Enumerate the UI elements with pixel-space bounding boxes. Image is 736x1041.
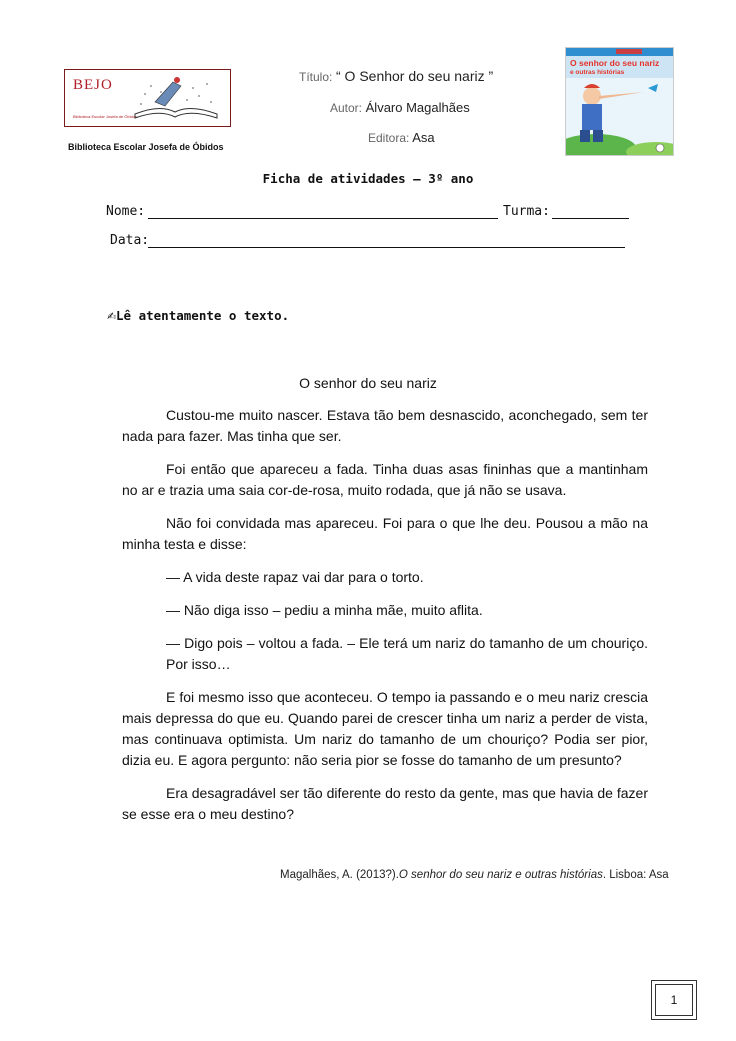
dialogue-2: — Não diga isso – pediu a minha mãe, muito aflita. bbox=[166, 602, 483, 618]
name-label: Nome: bbox=[106, 204, 146, 219]
class-field[interactable] bbox=[552, 218, 629, 219]
title-value: “ O Senhor do seu nariz ” bbox=[335, 68, 494, 84]
paragraph-1-text: Custou-me muito nascer. Estava tão bem desnascido, aconchegado, sem ter nada para fazer. Mas tinha que ser. bbox=[122, 407, 648, 444]
author-label: Autor: bbox=[330, 101, 363, 115]
page-number: 1 bbox=[670, 993, 678, 1007]
cover-title-line1: O senhor do seu nariz bbox=[570, 58, 660, 68]
logo-text: BEJO bbox=[73, 77, 113, 93]
book-illustration-icon bbox=[125, 74, 225, 124]
instruction bbox=[107, 306, 289, 324]
instruction-text: Lê atentamente o texto. bbox=[116, 308, 290, 323]
author-row bbox=[330, 100, 470, 115]
paragraph-3 bbox=[122, 513, 648, 555]
dialogue-1: — A vida deste rapaz vai dar para o torto. bbox=[166, 569, 424, 585]
library-logo bbox=[64, 69, 231, 127]
publisher-label: Editora: bbox=[368, 131, 410, 145]
paragraph-4-text: E foi mesmo isso que aconteceu. O tempo ia passando e o meu nariz crescia mais depressa do que eu. Quando parei de crescer tinha um nariz a perder de vista, mas continuava optimista. Um nariz do tamanho de um chouriço? Podia ser pior, dizia eu. E agora pergunto: não seria pior se fosse do tamanho de um presunto? bbox=[122, 689, 648, 768]
paragraph-5-text: Era desagradável ser tão diferente do resto da gente, mas que havia de fazer se esse era o meu destino? bbox=[122, 785, 648, 822]
worksheet-heading: Ficha de atividades – 3º ano bbox=[262, 171, 474, 186]
text-title: O senhor do seu nariz bbox=[299, 375, 437, 391]
paragraph-3-text: Não foi convidada mas apareceu. Foi para o que lhe deu. Pousou a mão na minha testa e disse: bbox=[122, 515, 648, 552]
dialogue-3: — Digo pois – voltou a fada. – Ele terá um nariz do tamanho de um chouriço. Por isso… bbox=[166, 635, 648, 672]
publisher-value: Asa bbox=[412, 130, 435, 145]
date-label: Data: bbox=[110, 233, 150, 248]
library-name: Biblioteca Escolar Josefa de Óbidos bbox=[68, 142, 224, 152]
citation-prefix: Magalhães, A. (2013?). bbox=[280, 869, 399, 881]
paragraph-2-text: Foi então que apareceu a fada. Tinha duas asas fininhas que a mantinham no ar e trazia uma saia cor-de-rosa, muito rodada, que já não se usava. bbox=[122, 461, 648, 498]
citation-book: O senhor do seu nariz e outras histórias bbox=[398, 869, 603, 881]
paragraph-4 bbox=[122, 687, 648, 771]
book-cover bbox=[565, 47, 674, 156]
writing-hand-icon: ✍ bbox=[107, 306, 117, 324]
class-label: Turma: bbox=[503, 204, 550, 219]
author-value: Álvaro Magalhães bbox=[365, 100, 470, 115]
logo-subtitle: Biblioteca Escolar Josefa de Óbidos bbox=[73, 114, 138, 119]
citation bbox=[280, 869, 669, 881]
paragraph-2 bbox=[122, 459, 648, 501]
page-number-box bbox=[651, 980, 697, 1020]
name-field[interactable] bbox=[148, 218, 498, 219]
title-label: Título: bbox=[299, 70, 333, 84]
paragraph-1 bbox=[122, 405, 648, 447]
publisher-row bbox=[368, 130, 435, 145]
paragraph-5 bbox=[122, 783, 648, 825]
title-row bbox=[299, 68, 493, 84]
cover-title-line2: e outras histórias bbox=[570, 69, 625, 76]
date-field[interactable] bbox=[148, 247, 625, 248]
citation-suffix: . Lisboa: Asa bbox=[602, 869, 669, 881]
